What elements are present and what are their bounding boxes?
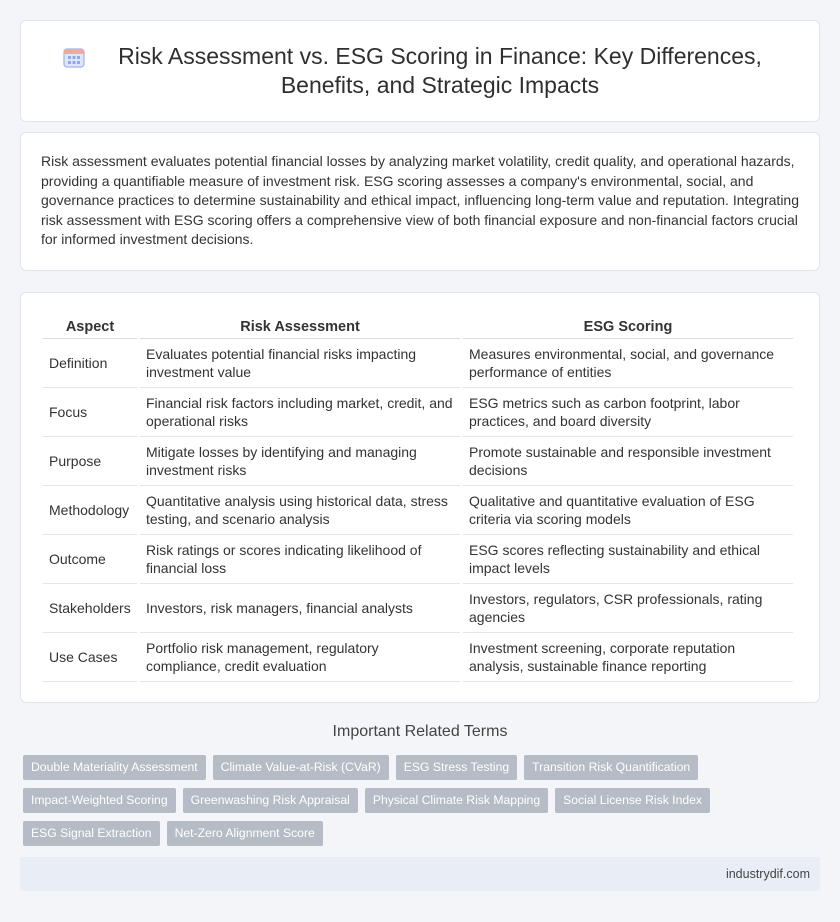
row-risk-assessment: Investors, risk managers, financial analysts	[140, 584, 460, 633]
row-aspect: Outcome	[43, 535, 137, 584]
row-esg-scoring: Investors, regulators, CSR professionals, rating agencies	[463, 584, 793, 633]
table-row	[43, 633, 793, 682]
intro-paragraph: Risk assessment evaluates potential financial losses by analyzing market volatility, credit quality, and operational hazards, providing a quantifiable measure of investment risk. ESG scoring assesses a company's environmental, social, and governance practices to determine sustainability and ethical impact, influencing long-term value and reputation. Integrating risk assessment with ESG scoring offers a comprehensive view of both financial exposure and non-financial factors crucial for informed investment decisions.	[41, 153, 799, 248]
row-risk-assessment: Financial risk factors including market, credit, and operational risks	[140, 388, 460, 437]
row-risk-assessment: Portfolio risk management, regulatory compliance, credit evaluation	[140, 633, 460, 682]
page-title: Risk Assessment vs. ESG Scoring in Finance: Key Differences, Benefits, and Strategic Impacts	[118, 43, 762, 98]
table-row	[43, 339, 793, 388]
related-term-tag[interactable]: Greenwashing Risk Appraisal	[183, 788, 358, 813]
header-risk-assessment: Risk Assessment	[140, 313, 460, 339]
related-terms-tags	[23, 755, 823, 846]
row-risk-assessment: Mitigate losses by identifying and managing investment risks	[140, 437, 460, 486]
row-esg-scoring: ESG metrics such as carbon footprint, labor practices, and board diversity	[463, 388, 793, 437]
related-term-tag[interactable]: Social License Risk Index	[555, 788, 710, 813]
header-aspect: Aspect	[43, 313, 137, 339]
related-terms-heading: Important Related Terms	[332, 723, 508, 740]
comparison-table	[40, 313, 796, 682]
row-risk-assessment: Evaluates potential financial risks impacting investment value	[140, 339, 460, 388]
row-esg-scoring: ESG scores reflecting sustainability and ethical impact levels	[463, 535, 793, 584]
row-aspect: Focus	[43, 388, 137, 437]
comparison-table-card	[20, 292, 820, 703]
row-aspect: Purpose	[43, 437, 137, 486]
row-aspect: Methodology	[43, 486, 137, 535]
table-row	[43, 535, 793, 584]
related-term-tag[interactable]: ESG Stress Testing	[396, 755, 517, 780]
table-header-row	[43, 313, 793, 339]
table-row	[43, 486, 793, 535]
row-risk-assessment: Quantitative analysis using historical data, stress testing, and scenario analysis	[140, 486, 460, 535]
row-esg-scoring: Investment screening, corporate reputation analysis, sustainable finance reporting	[463, 633, 793, 682]
related-term-tag[interactable]: Transition Risk Quantification	[524, 755, 698, 780]
related-term-tag[interactable]: Climate Value-at-Risk (CVaR)	[213, 755, 389, 780]
intro-card	[20, 132, 820, 271]
related-term-tag[interactable]: ESG Signal Extraction	[23, 821, 160, 846]
row-aspect: Definition	[43, 339, 137, 388]
related-term-tag[interactable]: Net-Zero Alignment Score	[167, 821, 323, 846]
related-term-tag[interactable]: Impact-Weighted Scoring	[23, 788, 176, 813]
header-card	[20, 20, 820, 122]
row-aspect: Stakeholders	[43, 584, 137, 633]
table-row	[43, 437, 793, 486]
table-row	[43, 584, 793, 633]
row-esg-scoring: Qualitative and quantitative evaluation of ESG criteria via scoring models	[463, 486, 793, 535]
table-row	[43, 388, 793, 437]
footer-site-link[interactable]: industrydif.com	[725, 867, 810, 881]
related-term-tag[interactable]: Physical Climate Risk Mapping	[365, 788, 548, 813]
row-esg-scoring: Measures environmental, social, and governance performance of entities	[463, 339, 793, 388]
header-esg-scoring: ESG Scoring	[463, 313, 793, 339]
footer-bar	[20, 857, 820, 891]
row-esg-scoring: Promote sustainable and responsible investment decisions	[463, 437, 793, 486]
row-aspect: Use Cases	[43, 633, 137, 682]
row-risk-assessment: Risk ratings or scores indicating likelihood of financial loss	[140, 535, 460, 584]
calendar-grid-icon	[61, 44, 87, 70]
related-term-tag[interactable]: Double Materiality Assessment	[23, 755, 206, 780]
